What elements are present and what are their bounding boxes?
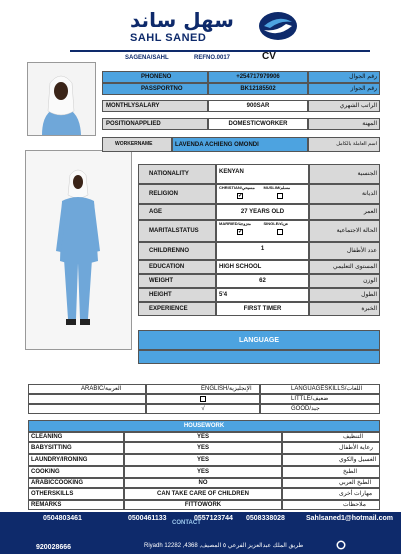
worker-name-arabic-label: اسم العاملة بالكامل — [308, 137, 380, 152]
nationality-arabic-label: الجنسية — [309, 164, 380, 184]
age-value: 27 YEARS OLD — [216, 204, 309, 220]
full-body-figure-icon — [26, 151, 131, 349]
phone-value: +254717979906 — [208, 71, 308, 83]
height-arabic-label: الطول — [309, 288, 380, 302]
arabic-language-header: ARABIC/العربية — [28, 384, 146, 394]
phone-label: PHONENO — [102, 71, 208, 83]
logo-english-text: SAHL SANED — [130, 32, 207, 44]
babysitting-label: BABYSITTING — [28, 442, 124, 454]
remarks-value: FITTOWORK — [124, 500, 282, 510]
passport-value: BK12185502 — [208, 83, 308, 95]
salary-arabic-label: الراتب الشهري — [308, 100, 380, 112]
children-value: 1 — [216, 242, 309, 260]
religion-label: RELIGION — [138, 184, 216, 204]
language-section-title: LANGUAGE — [138, 330, 380, 350]
education-label: EDUCATION — [138, 260, 216, 274]
footer-bar — [0, 512, 401, 554]
footer-contact-label: CONTACT — [172, 520, 201, 526]
marital-single-checkbox[interactable] — [277, 229, 283, 235]
nationality-label: NATIONALITY — [138, 164, 216, 184]
weight-value: 62 — [216, 274, 309, 288]
religion-christian-checkbox[interactable]: ✓ — [238, 193, 244, 199]
portrait-photo — [27, 62, 96, 136]
age-arabic-label: العمر — [309, 204, 380, 220]
marital-married-checkbox[interactable]: ✓ — [238, 229, 244, 235]
religion-arabic-label: الديانة — [309, 184, 380, 204]
weight-label: WEIGHT — [138, 274, 216, 288]
marital-option-single: SINGLE/عزباء — [263, 221, 289, 226]
phone-arabic-label: رقم الجوال — [308, 71, 380, 83]
nationality-value: KENYAN — [216, 164, 309, 184]
age-label: AGE — [138, 204, 216, 220]
portrait-figure-icon — [28, 63, 95, 135]
little-level-label: LITTLE/ضعيف — [260, 394, 380, 404]
experience-value: FIRST TIMER — [216, 302, 309, 316]
passport-label: PASSPORTNO — [102, 83, 208, 95]
laundry-arabic-label: الغسيل والكوي — [282, 454, 380, 466]
marital-arabic-label: الحالة الاجتماعية — [309, 220, 380, 242]
babysitting-value: YES — [124, 442, 282, 454]
arabic-cooking-arabic-label: الطبخ العربي — [282, 478, 380, 488]
housework-table — [28, 420, 380, 514]
housework-title: HOUSEWORK — [28, 420, 380, 432]
cooking-value: YES — [124, 466, 282, 478]
full-body-photo — [25, 150, 132, 350]
english-little-cell — [146, 394, 260, 404]
language-section-bar — [138, 350, 380, 364]
religion-option-christian: CHRISTIAN/مسيحي — [219, 185, 255, 190]
remarks-label: REMARKS — [28, 500, 124, 510]
logo — [120, 8, 300, 46]
company-code: SAGENA/SAHL — [125, 55, 169, 61]
footer-address: Riyadh 12282 ,4368 ,طريق الملك عبدالعزيز الفرعي ٥ المصيف — [144, 543, 304, 549]
laundry-label: LAUNDRY/IRONING — [28, 454, 124, 466]
arabic-cooking-value: NO — [124, 478, 282, 488]
cv-label: CV — [262, 51, 276, 62]
children-arabic-label: عدد الأطفال — [309, 242, 380, 260]
salary-value: 900SAR — [208, 100, 308, 112]
logo-mark-icon — [258, 10, 298, 42]
salary-label: MONTHLYSALARY — [102, 100, 208, 112]
worker-name-label: WORKERNAME — [102, 137, 172, 152]
remarks-arabic-label: ملاحظات — [282, 500, 380, 510]
education-value: HIGH SCHOOL — [216, 260, 309, 274]
footer-phone-1: 0504803461 — [43, 515, 82, 522]
experience-label: EXPERIENCE — [138, 302, 216, 316]
height-value: 5'4 — [216, 288, 309, 302]
other-skills-arabic-label: مهارات أخرى — [282, 488, 380, 500]
weight-arabic-label: الوزن — [309, 274, 380, 288]
religion-options — [216, 184, 309, 204]
marital-options — [216, 220, 309, 242]
education-arabic-label: المستوى التعليمي — [309, 260, 380, 274]
language-skills-header: LANGUAGESKILLS/اللغات — [260, 384, 380, 394]
children-label: CHILDRENNO — [138, 242, 216, 260]
ref-number: REFNO.0017 — [194, 55, 231, 61]
english-little-checkbox[interactable] — [200, 396, 206, 402]
logo-arabic-text: سهل ساند — [130, 8, 234, 32]
cooking-label: COOKING — [28, 466, 124, 478]
babysitting-arabic-label: رعاية الأطفال — [282, 442, 380, 454]
footer-email: Sahlsaned1@hotmail.com — [306, 515, 393, 522]
religion-option-muslim: MUSLIM/مسلم — [263, 185, 291, 190]
marital-status-label: MARITALSTATUS — [138, 220, 216, 242]
details-table — [138, 164, 380, 364]
cleaning-arabic-label: التنظيف — [282, 432, 380, 442]
position-label: POSITIONAPPLIED — [102, 118, 208, 130]
arabic-little-cell — [28, 394, 146, 404]
footer-phone-4: 0508338028 — [246, 515, 285, 522]
language-table — [28, 384, 380, 414]
cleaning-label: CLEANING — [28, 432, 124, 442]
english-language-header: ENGLISH/الإنجليزية — [146, 384, 260, 394]
arabic-good-cell — [28, 404, 146, 414]
good-level-label: GOOD/جيد — [260, 404, 380, 414]
position-arabic-label: المهنة — [308, 118, 380, 130]
height-label: HEIGHT — [138, 288, 216, 302]
position-value: DOMESTICWORKER — [208, 118, 308, 130]
other-skills-value: CAN TAKE CARE OF CHILDREN — [124, 488, 282, 500]
arabic-cooking-label: ARABICCOOKING — [28, 478, 124, 488]
footer-phone-2: 0500461133 — [128, 515, 167, 522]
worker-name-value: LAVENDA ACHIENG OMONDI — [172, 137, 308, 152]
passport-arabic-label: رقم الجواز — [308, 83, 380, 95]
whatsapp-icon — [336, 540, 346, 550]
footer-phone-3: 0557123744 — [194, 515, 233, 522]
header-divider — [70, 50, 370, 52]
religion-muslim-checkbox[interactable] — [277, 193, 283, 199]
cooking-arabic-label: الطبخ — [282, 466, 380, 478]
other-skills-label: OTHERSKILLS — [28, 488, 124, 500]
marital-option-married: MARRIED/متزوجة — [219, 221, 251, 226]
footer-phone-5: 920028666 — [36, 544, 72, 551]
experience-arabic-label: الخبرة — [309, 302, 380, 316]
cleaning-value: YES — [124, 432, 282, 442]
laundry-value: YES — [124, 454, 282, 466]
english-good-cell: √ — [146, 404, 260, 414]
